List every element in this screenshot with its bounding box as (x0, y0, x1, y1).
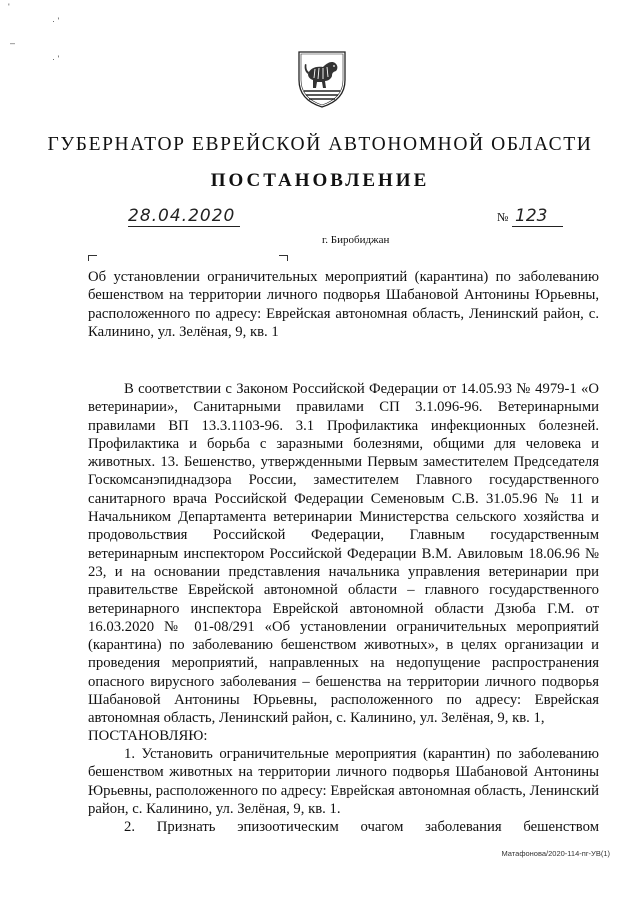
document-type-heading: ПОСТАНОВЛЕНИЕ (210, 170, 430, 191)
city-label: г. Биробиджан (322, 234, 390, 246)
scan-speck: – (10, 38, 16, 48)
document-number: 123 (512, 206, 563, 227)
governor-heading: ГУБЕРНАТОР ЕВРЕЙСКОЙ АВТОНОМНОЙ ОБЛАСТИ (47, 134, 593, 155)
preamble-paragraph: В соответствии с Законом Российской Федерации от 14.05.93 № 4979-1 «О ветеринарии», Санитарными правилами СП 3.1.096-96. Ветеринарными правилами ВП 13.3.1103-96. 3.1 Профилактика инфекционных болезней. Профилактика и борьба с заразными болезнями, общими для человека и животных. 13. Бешенство, утвержденными Первым заместителем Председателя Госкомсанэпиднадзора России, заместителем Главного государственного санитарного врача Российской Федерации Семеновым С.В. 31.05.96 № 11 и Начальником Департамента ветеринарии Министерства сельского хозяйства и продовольствия Российской Федерации, Главным государственным ветеринарным инспектором Российской Федерации В.М. Авиловым 18.06.96 № 23, и на основании представления начальника управления ветеринарии при правительстве Еврейской автономной области – главного государственного ветеринарного инспектора Еврейской автономной области Дзюба Г.М. от 16.03.2020 № 01-08/291 «Об установлении ограничительных мероприятий (карантина) по заболеванию бешенством животных», в целях организации и проведения мероприятий, направленных на недопущение распространения опасного вирусного заболевания – бешенства на территории личного подворья Шабановой Антонины Юрьевны, расположенного по адресу: Еврейская автономная область, Ленинский район, с. Калинино, ул. Зелёная, 9, кв. 1, (88, 381, 599, 727)
scan-speck: ' (8, 2, 10, 12)
document-date: 28.04.2020 (128, 206, 240, 227)
coat-of-arms-icon (295, 50, 349, 108)
footer-reference: Матафонова/2020-114-пг-УВ(1) (501, 849, 610, 858)
resolution-item: 2. Признать эпизоотическим очагом заболевания бешенством (124, 819, 599, 835)
title-bracket-left (88, 255, 97, 261)
document-number-label: № (497, 210, 509, 224)
scan-speck: · ' (52, 16, 60, 26)
document-title: Об установлении ограничительных мероприятий (карантина) по заболеванию бешенством на территории личного подворья Шабановой Антонины Юрьевны, расположенного по адресу: Еврейская автономная область, Ленинский район, с. Калинино, ул. Зелёная, 9, кв. 1 (88, 269, 599, 340)
title-bracket-right (279, 255, 288, 261)
resolution-item: 1. Установить ограничительные мероприятия (карантин) по заболеванию бешенством животных на территории личного подворья Шабановой Антонины Юрьевны, расположенного по адресу: Еврейская автономная область, Ленинский район, с. Калинино, ул. Зелёная, 9, кв. 1. (88, 746, 599, 817)
resolve-heading: ПОСТАНОВЛЯЮ: (88, 728, 208, 744)
scan-speck: · ' (52, 54, 60, 64)
